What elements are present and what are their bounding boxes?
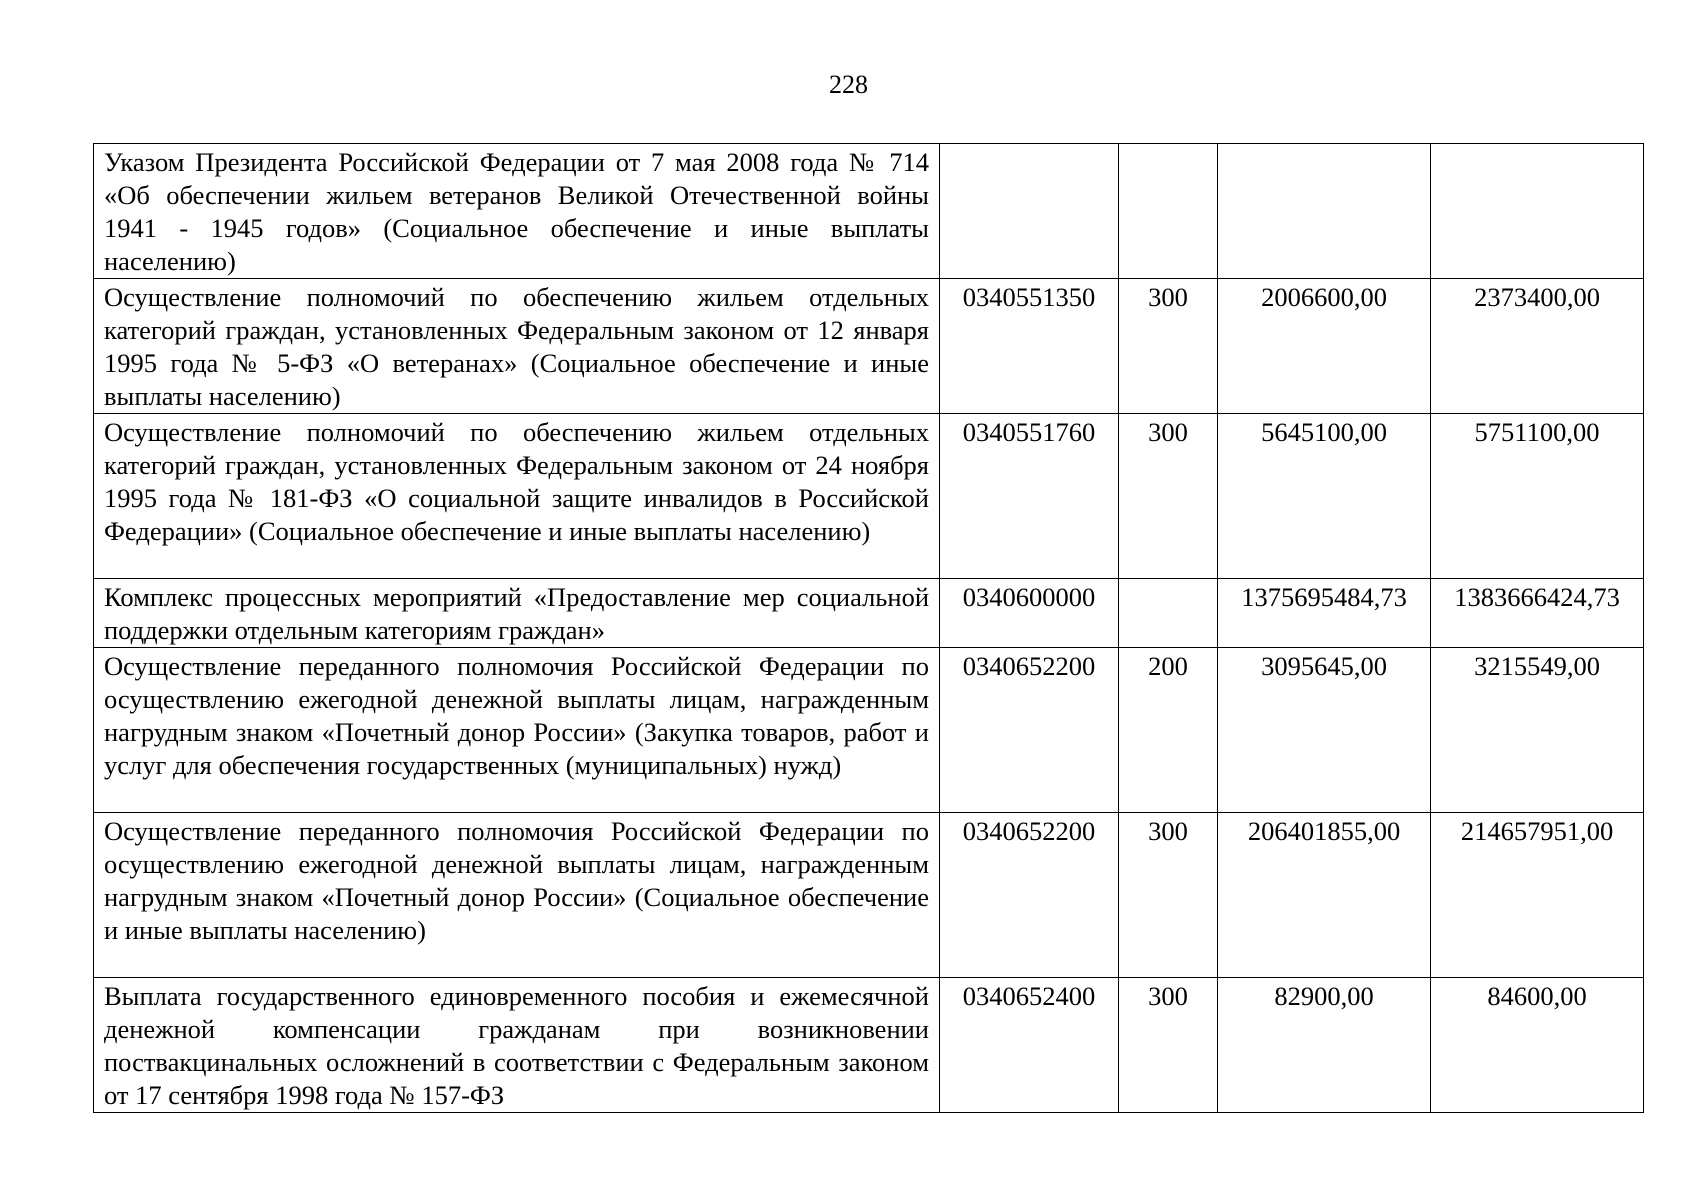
table-row bbox=[94, 648, 1644, 813]
expense-type-cell: 300 bbox=[1119, 279, 1218, 414]
budget-table bbox=[93, 143, 1644, 1113]
year1-amount-cell: 1375695484,73 bbox=[1218, 579, 1431, 648]
year2-amount-cell: 5751100,00 bbox=[1431, 414, 1644, 579]
year1-amount-cell: 2006600,00 bbox=[1218, 279, 1431, 414]
expense-type-cell bbox=[1119, 144, 1218, 279]
row-name-cell: Осуществление полномочий по обеспечению жильем отдельных категорий граждан, установленных Федеральным законом от 12 января 1995 года № 5-ФЗ «О ветеранах» (Социальное обеспечение и иные выплаты населению) bbox=[94, 279, 940, 414]
csr-code-cell: 0340652200 bbox=[940, 813, 1119, 978]
year1-amount-cell: 206401855,00 bbox=[1218, 813, 1431, 978]
year1-amount-cell: 3095645,00 bbox=[1218, 648, 1431, 813]
row-name-cell: Осуществление переданного полномочия Российской Федерации по осуществлению ежегодной денежной выплаты лицам, награжденным нагрудным знаком «Почетный донор России» (Закупка товаров, работ и услуг для обеспечения государственных (муниципальных) нужд) bbox=[94, 648, 940, 813]
year2-amount-cell bbox=[1431, 144, 1644, 279]
row-name-cell: Осуществление переданного полномочия Российской Федерации по осуществлению ежегодной денежной выплаты лицам, награжденным нагрудным знаком «Почетный донор России» (Социальное обеспечение и иные выплаты населению) bbox=[94, 813, 940, 978]
table-row bbox=[94, 813, 1644, 978]
expense-type-cell: 200 bbox=[1119, 648, 1218, 813]
csr-code-cell: 0340652200 bbox=[940, 648, 1119, 813]
year1-amount-cell: 82900,00 bbox=[1218, 978, 1431, 1113]
year2-amount-cell: 3215549,00 bbox=[1431, 648, 1644, 813]
csr-code-cell bbox=[940, 144, 1119, 279]
year1-amount-cell bbox=[1218, 144, 1431, 279]
csr-code-cell: 0340551760 bbox=[940, 414, 1119, 579]
expense-type-cell bbox=[1119, 579, 1218, 648]
csr-code-cell: 0340600000 bbox=[940, 579, 1119, 648]
row-name-cell: Выплата государственного единовременного пособия и ежемесячной денежной компенсации гражданам при возникновении поствакцинальных осложнений в соответствии с Федеральным законом от 17 сентября 1998 года № 157-ФЗ bbox=[94, 978, 940, 1113]
year2-amount-cell: 84600,00 bbox=[1431, 978, 1644, 1113]
year2-amount-cell: 1383666424,73 bbox=[1431, 579, 1644, 648]
year2-amount-cell: 2373400,00 bbox=[1431, 279, 1644, 414]
expense-type-cell: 300 bbox=[1119, 978, 1218, 1113]
row-name-cell: Комплекс процессных мероприятий «Предоставление мер социальной поддержки отдельным категориям граждан» bbox=[94, 579, 940, 648]
csr-code-cell: 0340652400 bbox=[940, 978, 1119, 1113]
table-row bbox=[94, 279, 1644, 414]
year2-amount-cell: 214657951,00 bbox=[1431, 813, 1644, 978]
table-row bbox=[94, 414, 1644, 579]
table-row bbox=[94, 579, 1644, 648]
csr-code-cell: 0340551350 bbox=[940, 279, 1119, 414]
year1-amount-cell: 5645100,00 bbox=[1218, 414, 1431, 579]
page-number: 228 bbox=[829, 70, 868, 99]
row-name-cell: Осуществление полномочий по обеспечению жильем отдельных категорий граждан, установленных Федеральным законом от 24 ноября 1995 года № 181-ФЗ «О социальной защите инвалидов в Российской Федерации» (Социальное обеспечение и иные выплаты населению) bbox=[94, 414, 940, 579]
row-name-cell: Указом Президента Российской Федерации от 7 мая 2008 года № 714 «Об обеспечении жильем ветеранов Великой Отечественной войны 1941 - 1945 годов» (Социальное обеспечение и иные выплаты населению) bbox=[94, 144, 940, 279]
table-row bbox=[94, 978, 1644, 1113]
table-row bbox=[94, 144, 1644, 279]
expense-type-cell: 300 bbox=[1119, 813, 1218, 978]
expense-type-cell: 300 bbox=[1119, 414, 1218, 579]
